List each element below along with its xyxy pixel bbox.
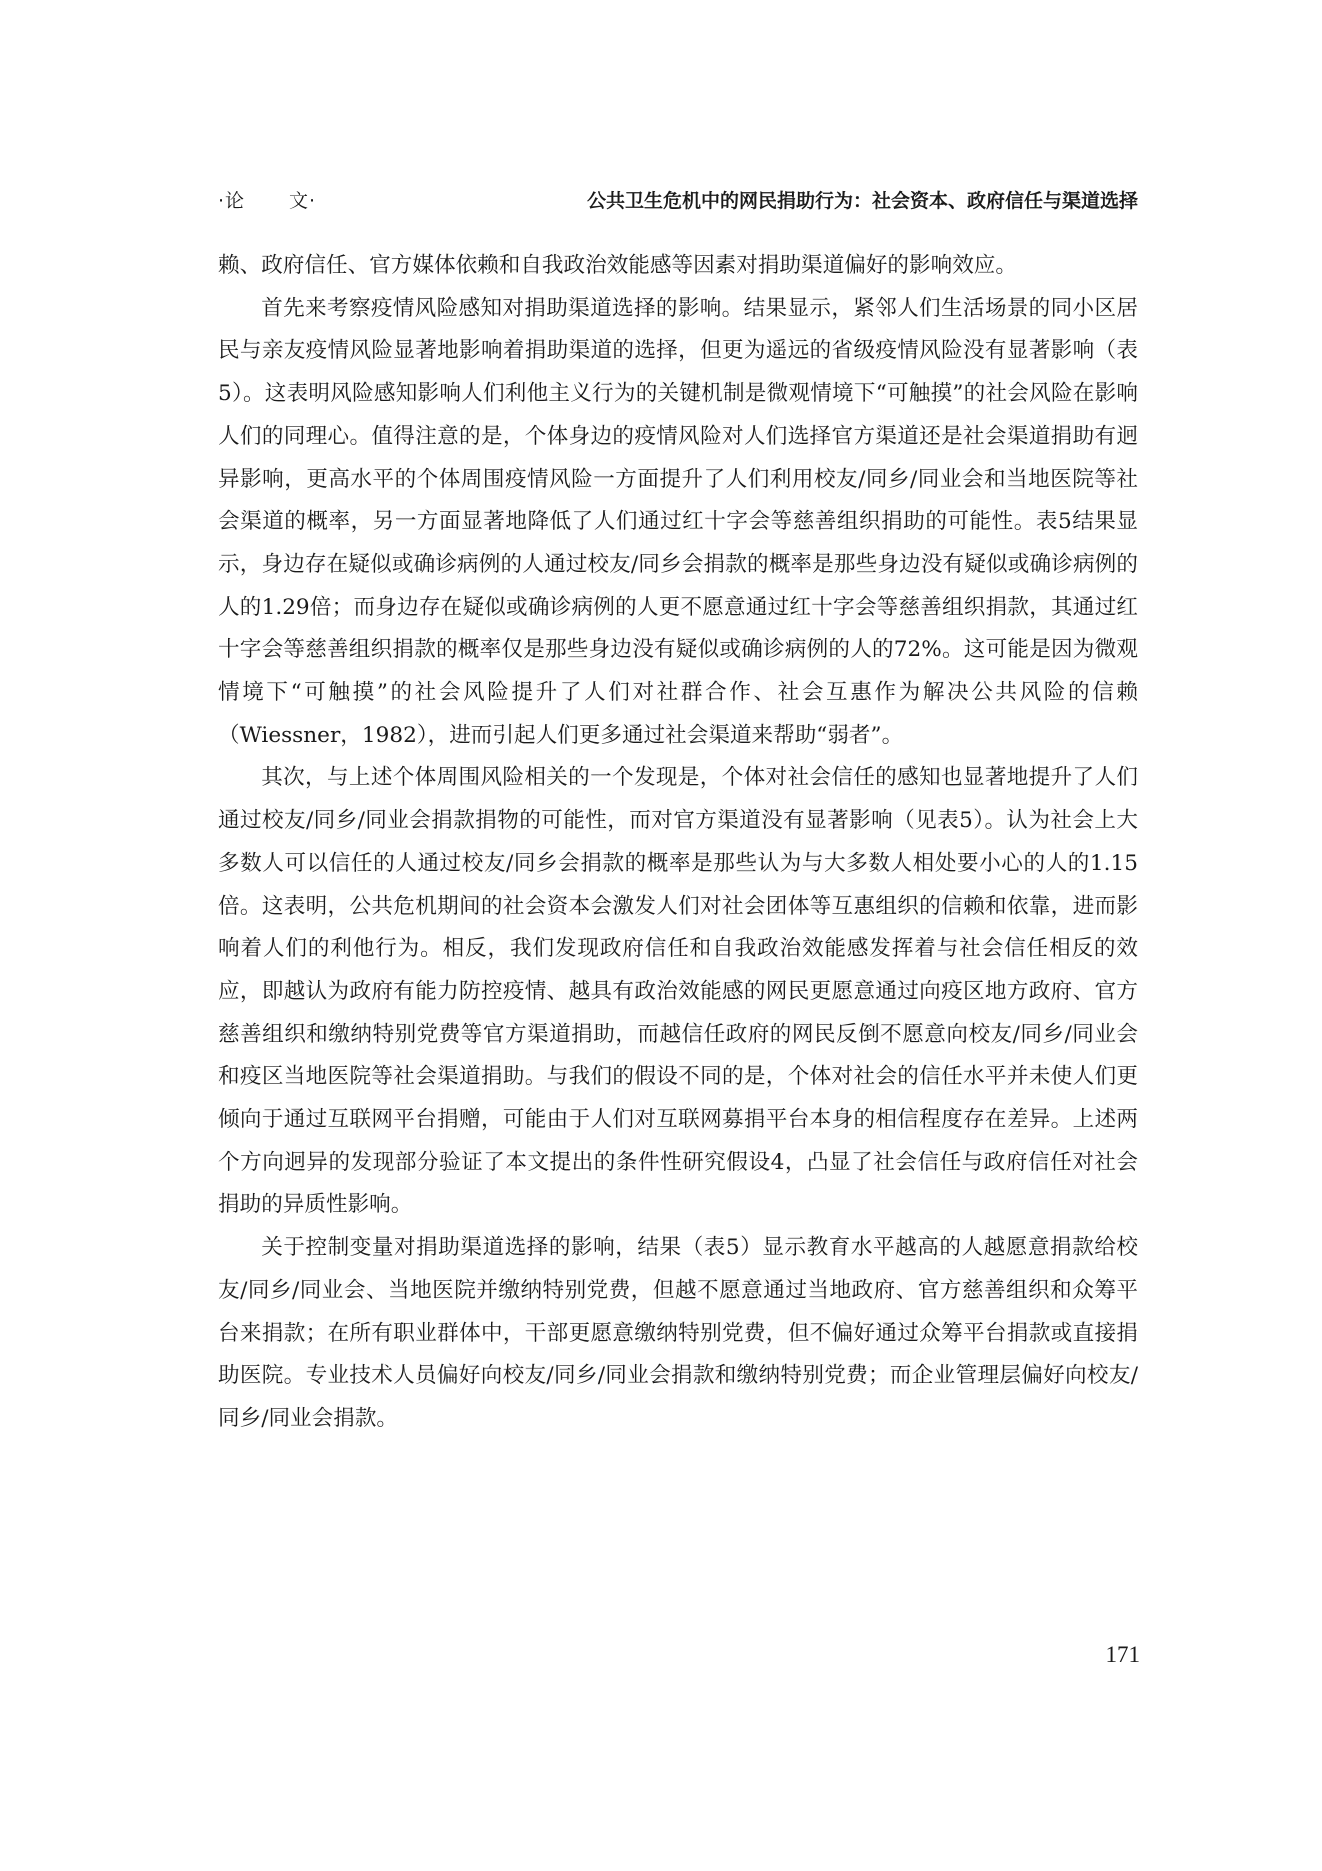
paragraph-continuation: 赖、政府信任、官方媒体依赖和自我政治效能感等因素对捐助渠道偏好的影响效应。 — [218, 253, 1017, 278]
body-text — [218, 245, 1138, 1441]
running-header — [218, 186, 1138, 216]
article-title: 公共卫生危机中的网民捐助行为：社会资本、政府信任与渠道选择 — [586, 190, 1138, 212]
section-label-right: 文· — [289, 190, 317, 212]
section-label-left: ·论 — [218, 190, 246, 212]
paragraph-control-variables: 关于控制变量对捐助渠道选择的影响，结果（表5）显示教育水平越高的人越愿意捐款给校友/同乡/同业会、当地医院并缴纳特别党费，但越不愿意通过当地政府、官方慈善组织和众筹平台来捐款；在所有职业群体中，干部更愿意缴纳特别党费，但不偏好通过众筹平台捐款或直接捐助医院。专业技术人员偏好向校友/同乡/同业会捐款和缴纳特别党费；而企业管理层偏好向校友/同乡/同业会捐款。 — [218, 1235, 1138, 1431]
section-label — [218, 186, 316, 216]
paragraph-social-trust: 其次，与上述个体周围风险相关的一个发现是，个体对社会信任的感知也显著地提升了人们通过校友/同乡/同业会捐款捐物的可能性，而对官方渠道没有显著影响（见表5）。认为社会上大多数人可以信任的人通过校友/同乡会捐款的概率是那些认为与大多数人相处要小心的人的1.15倍。这表明，公共危机期间的社会资本会激发人们对社会团体等互惠组织的信赖和依靠，进而影响着人们的利他行为。相反，我们发现政府信任和自我政治效能感发挥着与社会信任相反的效应，即越认为政府有能力防控疫情、越具有政治效能感的网民更愿意通过向疫区地方政府、官方慈善组织和缴纳特别党费等官方渠道捐助，而越信任政府的网民反倒不愿意向校友/同乡/同业会和疫区当地医院等社会渠道捐助。与我们的假设不同的是，个体对社会的信任水平并未使人们更倾向于通过互联网平台捐赠，可能由于人们对互联网募捐平台本身的相信程度存在差异。上述两个方向迥异的发现部分验证了本文提出的条件性研究假设4，凸显了社会信任与政府信任对社会捐助的异质性影响。 — [218, 765, 1138, 1218]
paragraph-risk-perception: 首先来考察疫情风险感知对捐助渠道选择的影响。结果显示，紧邻人们生活场景的同小区居民与亲友疫情风险显著地影响着捐助渠道的选择，但更为遥远的省级疫情风险没有显著影响（表5）。这表明风险感知影响人们利他主义行为的关键机制是微观情境下“可触摸”的社会风险在影响人们的同理心。值得注意的是，个体身边的疫情风险对人们选择官方渠道还是社会渠道捐助有迥异影响，更高水平的个体周围疫情风险一方面提升了人们利用校友/同乡/同业会和当地医院等社会渠道的概率，另一方面显著地降低了人们通过红十字会等慈善组织捐助的可能性。表5结果显示，身边存在疑似或确诊病例的人通过校友/同乡会捐款的概率是那些身边没有疑似或确诊病例的人的1.29倍；而身边存在疑似或确诊病例的人更不愿意通过红十字会等慈善组织捐款，其通过红十字会等慈善组织捐款的概率仅是那些身边没有疑似或确诊病例的人的72%。这可能是因为微观情境下“可触摸”的社会风险提升了人们对社群合作、社会互惠作为解决公共风险的信赖（Wiessner，1982），进而引起人们更多通过社会渠道来帮助“弱者”。 — [218, 295, 1138, 748]
page-number: 171 — [1105, 1642, 1140, 1667]
